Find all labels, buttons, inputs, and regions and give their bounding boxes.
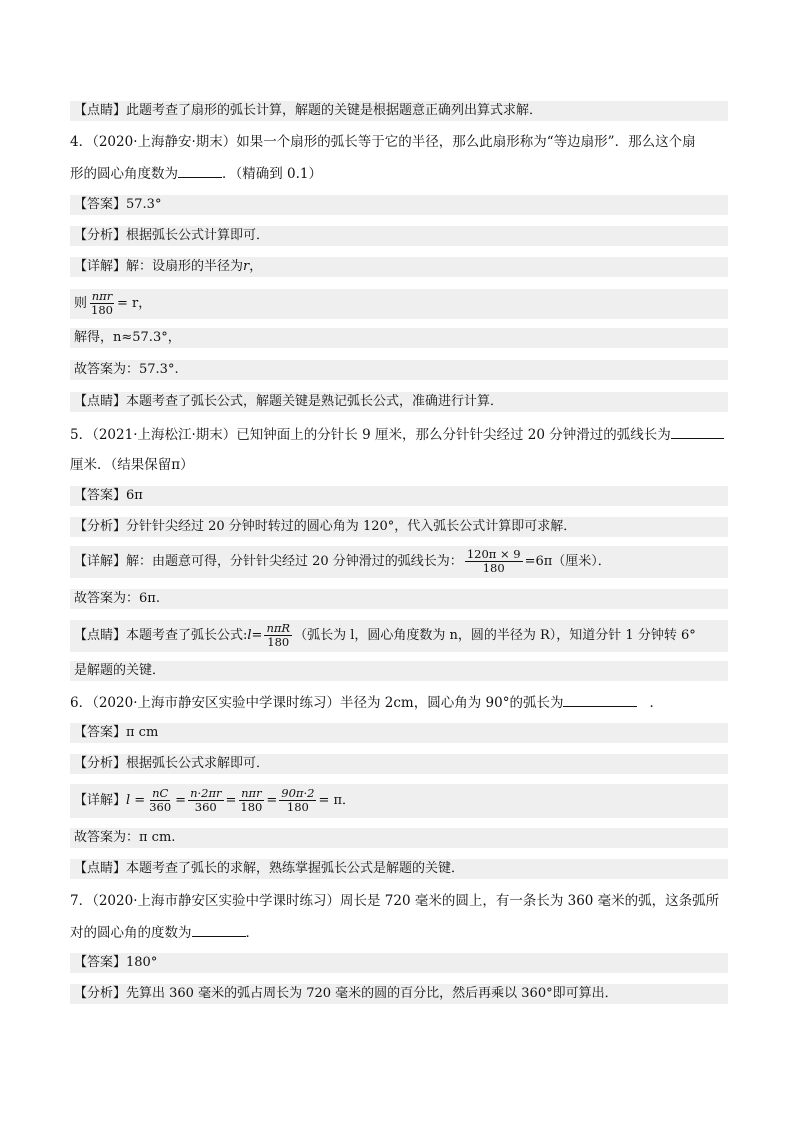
q5-answer-blank bbox=[671, 424, 724, 439]
q5-dianjing-prefix: 【点睛】本题考查了弧长公式: bbox=[74, 628, 248, 643]
q5-dianjing-suffix: （弧长为 l，圆心角度数为 n，圆的半径为 R），知道分针 1 分钟转 6° bbox=[294, 628, 696, 643]
q5-question-line1 bbox=[70, 424, 724, 445]
q5-dianjing-num: nπR bbox=[266, 621, 291, 635]
q5-dianjing-den: 180 bbox=[267, 635, 290, 649]
q6-detail-prefix: 【详解】 bbox=[74, 793, 127, 808]
q4-eq-num: nπr bbox=[91, 289, 113, 303]
q6-fraction-1 bbox=[147, 787, 173, 814]
q4-detail-end: ， bbox=[249, 259, 263, 274]
q6-f4-den: 180 bbox=[286, 800, 309, 814]
q6-f3-den: 180 bbox=[240, 800, 263, 814]
q5-dianjing-l: l= bbox=[247, 628, 263, 643]
q6-f3-num: nπr bbox=[241, 786, 262, 800]
q3-dianjing: 【点睛】此题考查了扇形的弧长计算，解题的关键是根据题意正确列出算式求解． bbox=[70, 101, 728, 121]
q5-analysis: 【分析】分针针尖经过 20 分钟时转过的圆心角为 120°，代入弧长公式计算即可求解． bbox=[70, 517, 728, 537]
q5-answer: 【答案】6π bbox=[70, 486, 728, 506]
q4-detail-var: r bbox=[243, 259, 250, 274]
q4-question-text-b: ．（精确到 0.1） bbox=[222, 166, 323, 182]
q7-question-line2 bbox=[70, 922, 724, 943]
q6-fraction-4 bbox=[279, 787, 316, 814]
q5-detail-num: 120π × 9 bbox=[466, 547, 521, 561]
q4-dianjing: 【点睛】本题考查了弧长公式，解题关键是熟记弧长公式，准确进行计算． bbox=[70, 392, 728, 412]
q6-question bbox=[70, 692, 724, 713]
q4-eq-prefix: 则 bbox=[74, 296, 88, 311]
q6-fraction-2 bbox=[188, 787, 223, 814]
q4-question-line2 bbox=[70, 163, 724, 184]
q6-answer-blank bbox=[563, 692, 637, 707]
q4-equation bbox=[70, 289, 728, 319]
q4-eq-den: 180 bbox=[91, 303, 113, 317]
q6-f4-num: 90π·2 bbox=[281, 786, 315, 800]
q4-eq-suffix: = r， bbox=[116, 296, 152, 311]
q5-detail-fraction bbox=[465, 548, 523, 575]
q5-detail-prefix: 【详解】解：由题意可得，分针针尖经过 20 分钟滑过的弧线长为： bbox=[74, 554, 463, 569]
q6-f1-den: 360 bbox=[149, 800, 172, 814]
q6-detail-l: l = bbox=[126, 793, 146, 808]
q5-dianjing bbox=[70, 620, 728, 652]
q6-detail-end: = π． bbox=[318, 793, 356, 808]
q4-detail-label: 【详解】解：设扇形的半径为 bbox=[74, 259, 244, 274]
q5-detail bbox=[70, 546, 728, 578]
q7-question-text-a: 对的圆心角的度数为 bbox=[70, 925, 192, 941]
q6-fraction-3 bbox=[238, 787, 264, 814]
q4-conclusion: 故答案为：57.3°. bbox=[70, 360, 728, 380]
q6-question-text-a: 6．（2020·上海市静安区实验中学课时练习）半径为 2cm，圆心角为 90°的弧长为 bbox=[70, 695, 564, 711]
q7-question-text-b: ． bbox=[245, 925, 259, 941]
q4-solve: 解得，n≈57.3°， bbox=[70, 328, 728, 348]
q4-answer: 【答案】57.3° bbox=[70, 195, 728, 215]
q7-answer: 【答案】180° bbox=[70, 953, 728, 973]
q5-dianjing-line2: 是解题的关键． bbox=[70, 661, 728, 681]
q4-detail bbox=[70, 257, 728, 277]
q4-analysis: 【分析】根据弧长公式计算即可． bbox=[70, 226, 728, 246]
q7-question-line1: 7．（2020·上海市静安区实验中学课时练习）周长是 720 毫米的圆上，有一条长为 360 毫米的弧，这条弧所 bbox=[70, 893, 720, 909]
q5-detail-den: 180 bbox=[482, 561, 505, 575]
q4-answer-blank bbox=[178, 163, 222, 178]
q5-detail-suffix: =6π（厘米）． bbox=[524, 554, 611, 569]
q6-f1-num: nC bbox=[152, 786, 169, 800]
q6-answer: 【答案】π cm bbox=[70, 723, 728, 743]
q5-dianjing-fraction bbox=[264, 622, 292, 649]
q6-dianjing: 【点睛】本题考查了弧长的求解，熟练掌握弧长公式是解题的关键． bbox=[70, 859, 728, 879]
q6-question-text-b: ． bbox=[649, 695, 663, 711]
q6-f2-num: n·2πr bbox=[190, 786, 222, 800]
q4-question-line1: 4．（2020·上海静安·期末）如果一个扇形的弧长等于它的半径，那么此扇形称为“等边扇形”．那么这个扇 bbox=[70, 134, 696, 150]
q7-analysis: 【分析】先算出 360 毫米的弧占周长为 720 毫米的圆的百分比，然后再乘以 360°即可算出． bbox=[70, 984, 728, 1004]
q6-analysis: 【分析】根据弧长公式求解即可． bbox=[70, 754, 728, 774]
q4-question-text-a: 形的圆心角度数为 bbox=[70, 166, 178, 182]
q5-conclusion: 故答案为：6π. bbox=[70, 589, 728, 609]
q5-question-text: 5．（2021·上海松江·期末）已知钟面上的分针长 9 厘米，那么分针针尖经过 20 分钟滑过的弧线长为 bbox=[70, 427, 671, 443]
q6-f2-den: 360 bbox=[194, 800, 217, 814]
q7-answer-blank bbox=[192, 922, 246, 937]
q6-conclusion: 故答案为：π cm. bbox=[70, 828, 728, 848]
q4-eq-fraction bbox=[89, 290, 115, 317]
q5-question-line2: 厘米．（结果保留π） bbox=[70, 457, 194, 473]
q6-detail: 【详解】l = $\frac{nC}{360}$ = $\frac{n\cdot 2\pi r}{360}$ = $\frac{\text{nπr}}{180}$ = $\frac{90\pi\cdot 2}{180}$ = π． bbox=[70, 784, 728, 818]
